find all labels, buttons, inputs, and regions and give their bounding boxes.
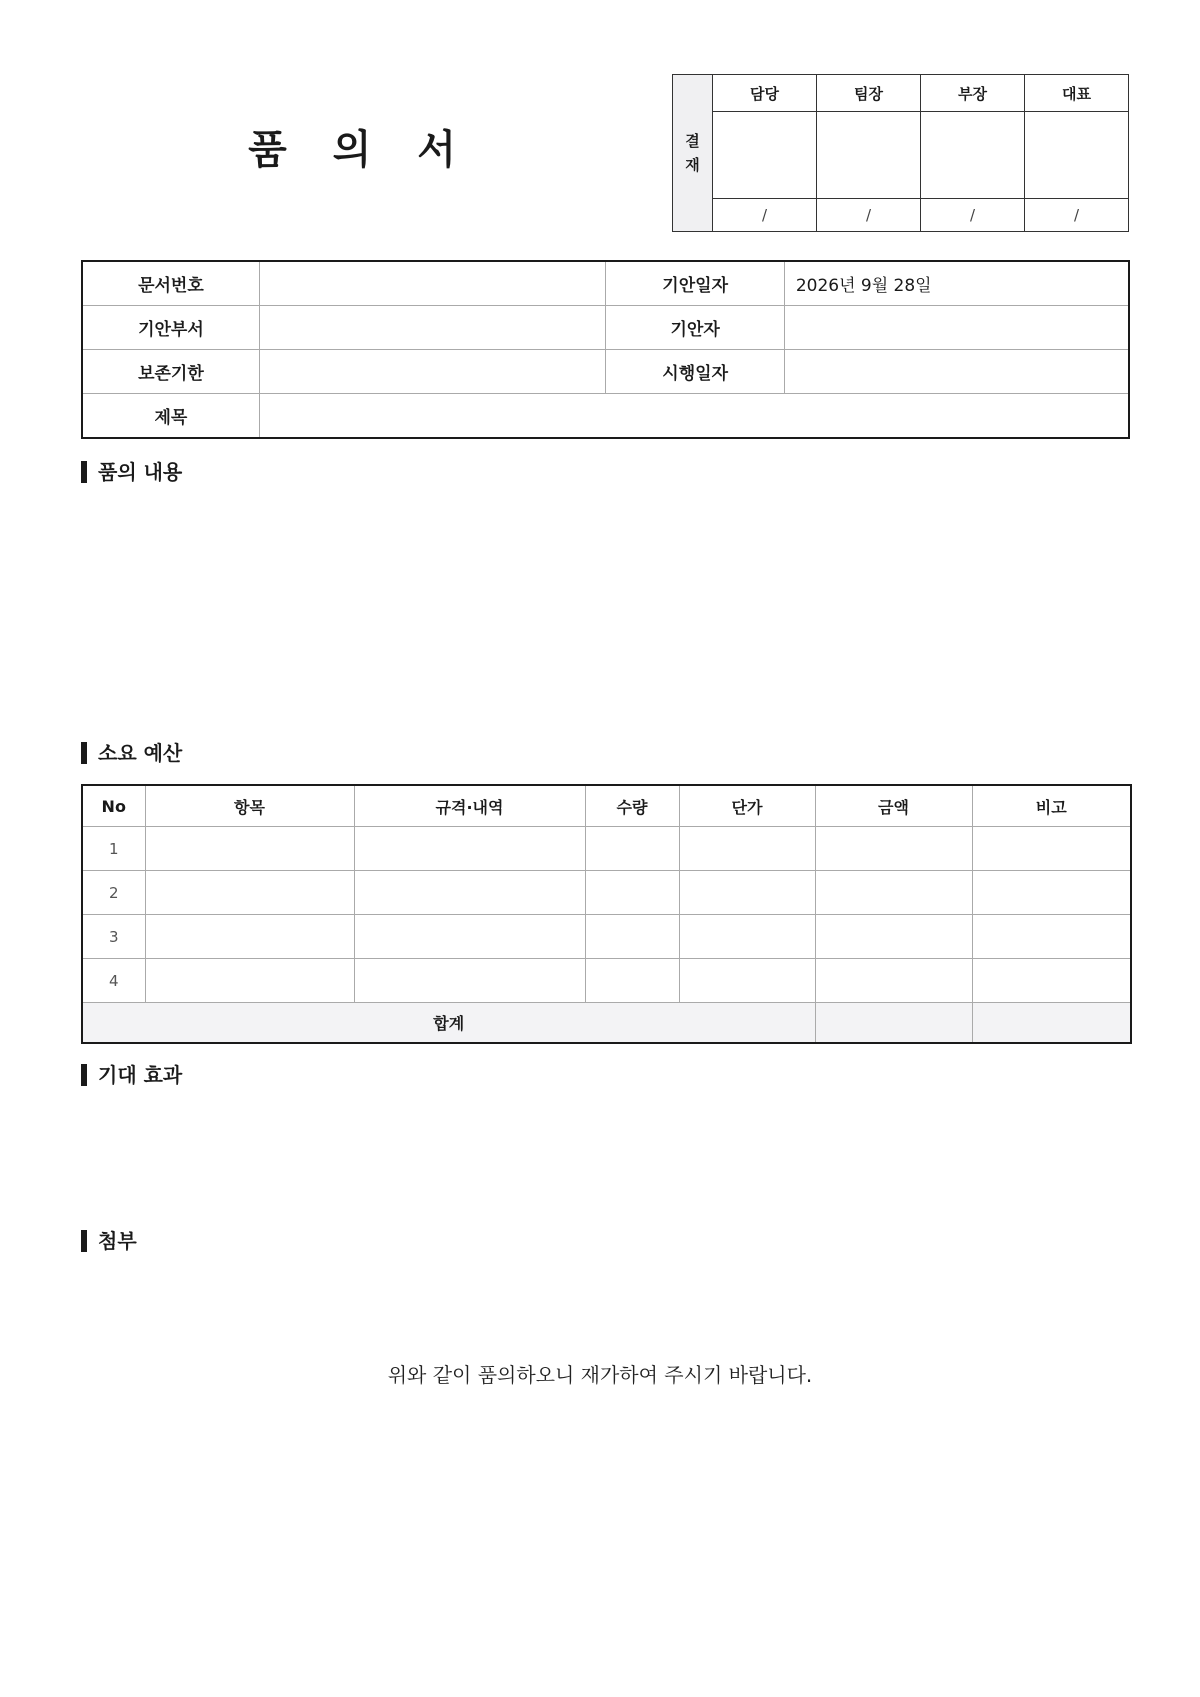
note-cell[interactable] [972, 871, 1131, 915]
budget-header-no: No [82, 785, 145, 827]
budget-table [81, 784, 1132, 1044]
approval-col-team-lead: 팀장 [817, 75, 921, 112]
item-cell[interactable] [145, 915, 354, 959]
row-number: 2 [82, 871, 145, 915]
approval-side-label [673, 75, 713, 232]
qty-cell[interactable] [585, 827, 679, 871]
table-row [82, 915, 1131, 959]
approval-date-dept-head[interactable]: / [921, 199, 1025, 232]
spec-cell[interactable] [354, 827, 585, 871]
retention-label: 보존기한 [82, 350, 259, 394]
spec-cell[interactable] [354, 871, 585, 915]
exec-date-field[interactable] [784, 350, 1129, 394]
amount-cell[interactable] [815, 871, 972, 915]
unit-price-cell[interactable] [679, 959, 815, 1003]
row-number: 1 [82, 827, 145, 871]
note-cell[interactable] [972, 915, 1131, 959]
total-row [82, 1003, 1131, 1044]
unit-price-cell[interactable] [679, 915, 815, 959]
effect-area[interactable] [81, 1098, 1130, 1218]
approval-sign-team-lead[interactable] [817, 112, 921, 199]
approval-date-staff[interactable]: / [713, 199, 817, 232]
budget-header-item: 항목 [145, 785, 354, 827]
subject-field[interactable] [259, 394, 1129, 439]
approval-date-ceo[interactable]: / [1025, 199, 1129, 232]
budget-header-unit-price: 단가 [679, 785, 815, 827]
subject-label: 제목 [82, 394, 259, 439]
item-cell[interactable] [145, 827, 354, 871]
approval-col-dept-head: 부장 [921, 75, 1025, 112]
draft-date-field[interactable]: 2026년 9월 28일 [784, 261, 1129, 306]
budget-header-qty: 수량 [585, 785, 679, 827]
budget-header-note: 비고 [972, 785, 1131, 827]
dept-label: 기안부서 [82, 306, 259, 350]
section-heading-content: 품의 내용 [81, 459, 182, 485]
drafter-label: 기안자 [606, 306, 784, 350]
item-cell[interactable] [145, 871, 354, 915]
content-area[interactable] [81, 495, 1130, 725]
approval-date-team-lead[interactable]: / [817, 199, 921, 232]
approval-sign-ceo[interactable] [1025, 112, 1129, 199]
drafter-field[interactable] [784, 306, 1129, 350]
amount-cell[interactable] [815, 959, 972, 1003]
unit-price-cell[interactable] [679, 827, 815, 871]
exec-date-label: 시행일자 [606, 350, 784, 394]
approval-sign-dept-head[interactable] [921, 112, 1025, 199]
note-cell[interactable] [972, 827, 1131, 871]
dept-field[interactable] [259, 306, 606, 350]
table-row [82, 827, 1131, 871]
doc-number-label: 문서번호 [82, 261, 259, 306]
section-heading-effect: 기대 효과 [81, 1062, 182, 1088]
amount-cell[interactable] [815, 915, 972, 959]
total-amount-cell[interactable] [815, 1003, 972, 1044]
qty-cell[interactable] [585, 959, 679, 1003]
table-row [82, 871, 1131, 915]
row-number: 3 [82, 915, 145, 959]
row-number: 4 [82, 959, 145, 1003]
note-cell[interactable] [972, 959, 1131, 1003]
document-info-table [81, 260, 1130, 439]
approval-box [672, 74, 1129, 232]
item-cell[interactable] [145, 959, 354, 1003]
approval-sign-staff[interactable] [713, 112, 817, 199]
section-heading-attachment: 첨부 [81, 1228, 137, 1254]
spec-cell[interactable] [354, 915, 585, 959]
closing-statement: 위와 같이 품의하오니 재가하여 주시기 바랍니다. [387, 1363, 813, 1387]
approval-side-char-1: 결 [685, 132, 700, 150]
spec-cell[interactable] [354, 959, 585, 1003]
draft-date-label: 기안일자 [606, 261, 784, 306]
doc-number-field[interactable] [259, 261, 606, 306]
total-note-cell[interactable] [972, 1003, 1131, 1044]
qty-cell[interactable] [585, 871, 679, 915]
budget-header-amount: 금액 [815, 785, 972, 827]
section-heading-budget: 소요 예산 [81, 740, 182, 766]
unit-price-cell[interactable] [679, 871, 815, 915]
qty-cell[interactable] [585, 915, 679, 959]
document-title: 품 의 서 [248, 127, 472, 173]
total-label: 합계 [82, 1003, 815, 1044]
approval-side-char-2: 재 [685, 156, 700, 174]
retention-field[interactable] [259, 350, 606, 394]
table-row [82, 959, 1131, 1003]
attachment-area[interactable] [81, 1264, 1130, 1344]
amount-cell[interactable] [815, 827, 972, 871]
approval-col-staff: 담당 [713, 75, 817, 112]
approval-col-ceo: 대표 [1025, 75, 1129, 112]
budget-header-spec: 규격·내역 [354, 785, 585, 827]
